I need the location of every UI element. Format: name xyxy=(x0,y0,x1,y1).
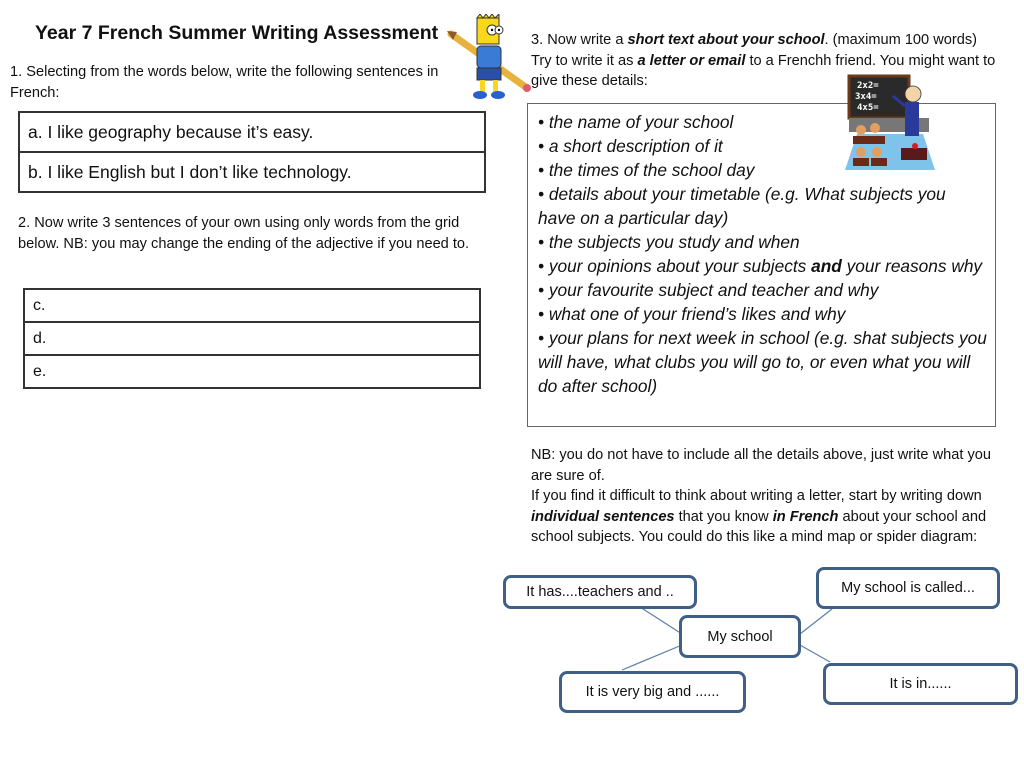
answer-row-d[interactable]: d. xyxy=(24,322,480,355)
svg-text:4x5=: 4x5= xyxy=(857,103,879,113)
mindmap-node-very-big: It is very big and ...... xyxy=(559,671,746,713)
nb-line-1: NB: you do not have to include all the details above, just write what you are sure of. xyxy=(531,447,991,484)
opinion-text-1: • your opinions about your subjects xyxy=(538,256,812,276)
q3-bold-2: a letter or email xyxy=(637,52,746,69)
q3-text-2: . (maximum 100 words) Try to write it as xyxy=(531,32,978,69)
link-very-big xyxy=(622,645,682,670)
answer-row-e[interactable]: e. xyxy=(24,355,480,388)
nb-text-b: that you know xyxy=(674,508,773,525)
page-title: Year 7 French Summer Writing Assessment xyxy=(35,22,439,44)
nb-text-a: If you find it difficult to think about writing a letter, start by writing down xyxy=(531,488,982,504)
link-has-teachers xyxy=(640,607,682,634)
detail-item: • the name of your school xyxy=(538,112,734,132)
opinion-text-2: your reasons why xyxy=(841,256,983,276)
detail-item: • the subjects you study and when xyxy=(538,232,800,252)
opinion-bold: and xyxy=(811,256,842,276)
nb-text-c: about your school and school subjects. You could do this like a mind map or spider diagram: xyxy=(531,508,987,545)
detail-item: • your plans for next week in school (e.g. shat subjects you will have, what clubs you will go to, or even what you will do after school) xyxy=(538,328,987,396)
q3-text-1: 3. Now write a xyxy=(531,32,628,48)
q3-text-3: to a Frenchh friend. You might want to give these details: xyxy=(531,52,996,89)
nb-bold-2: in French xyxy=(772,508,839,525)
detail-item: • what one of your friend’s likes and why xyxy=(538,304,846,324)
mindmap-center-node: My school xyxy=(679,615,801,658)
question-2-instruction: 2. Now write 3 sentences of your own using only words from the grid below. NB: you may change the ending of the adjective if you need to. xyxy=(18,215,470,252)
nb-bold-1: individual sentences xyxy=(531,508,675,525)
q3-bold-1: short text about your school xyxy=(627,32,825,48)
svg-text:3x4=: 3x4= xyxy=(855,92,877,102)
detail-item: • your favourite subject and teacher and why xyxy=(538,280,879,300)
mindmap-node-called: My school is called... xyxy=(816,567,1000,609)
detail-item: • the times of the school day xyxy=(538,160,755,180)
detail-item: • details about your timetable (e.g. What subjects you have on a particular day) xyxy=(538,184,946,228)
mindmap-node-has-teachers: It has....teachers and .. xyxy=(503,575,697,609)
sentence-b[interactable]: b. I like English but I don’t like technology. xyxy=(19,152,485,192)
link-is-in xyxy=(800,645,830,662)
answer-row-c[interactable]: c. xyxy=(24,289,480,322)
sentence-a[interactable]: a. I like geography because it’s easy. xyxy=(19,112,485,152)
svg-text:2x2=: 2x2= xyxy=(857,81,879,91)
question-1-instruction: 1. Selecting from the words below, write the following sentences in French: xyxy=(10,64,439,101)
mindmap-node-is-in: It is in...... xyxy=(823,663,1018,705)
link-called xyxy=(800,609,832,634)
detail-item: • a short description of it xyxy=(538,136,723,156)
